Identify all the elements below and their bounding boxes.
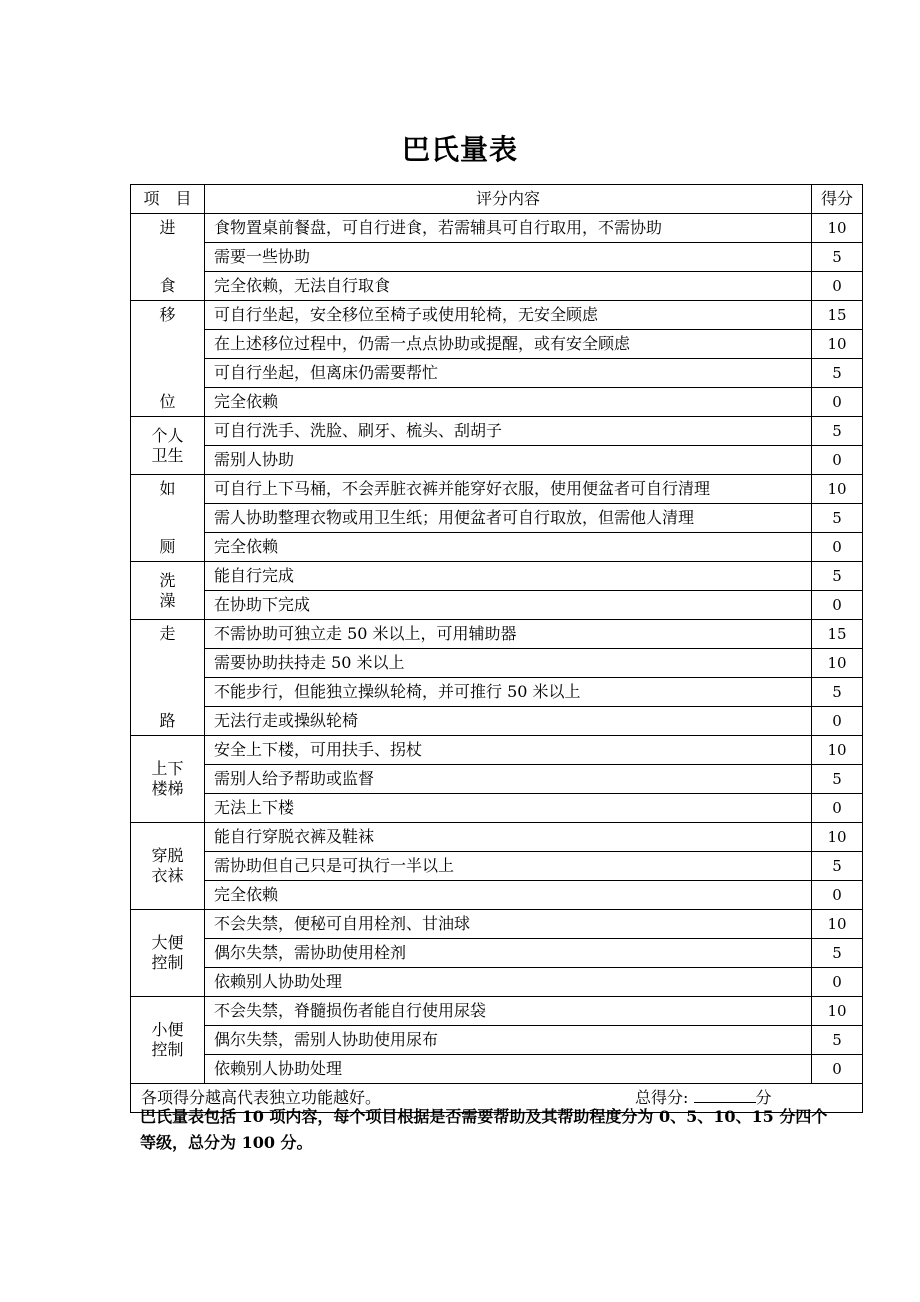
score-value: 5 — [812, 678, 863, 707]
criteria-text: 不需协助可独立走 50 米以上，可用辅助器 — [205, 620, 812, 649]
table-header-row — [131, 185, 863, 214]
criteria-text: 偶尔失禁，需别人协助使用尿布 — [205, 1026, 812, 1055]
item-cell — [131, 475, 205, 562]
item-label: 大便 — [151, 933, 184, 952]
score-value: 5 — [812, 852, 863, 881]
criteria-text: 依赖别人协助处理 — [205, 968, 812, 997]
criteria-text: 需别人给予帮助或监督 — [205, 765, 812, 794]
item-cell — [131, 736, 205, 823]
score-value: 5 — [812, 243, 863, 272]
criteria-text: 偶尔失禁，需协助使用栓剂 — [205, 939, 812, 968]
table-row — [131, 823, 863, 852]
score-value: 0 — [812, 968, 863, 997]
table-row — [131, 649, 863, 678]
table-body — [131, 214, 863, 1084]
table-row — [131, 736, 863, 765]
score-value: 5 — [812, 359, 863, 388]
total-score-blank[interactable] — [694, 1088, 756, 1103]
header-score: 得分 — [812, 185, 863, 214]
item-label: 移 — [159, 305, 176, 324]
criteria-text: 可自行上下马桶，不会弄脏衣裤并能穿好衣服，使用便盆者可自行清理 — [205, 475, 812, 504]
table-row — [131, 272, 863, 301]
barthel-scale-table — [130, 184, 863, 1113]
table-row — [131, 881, 863, 910]
item-label: 路 — [159, 711, 176, 730]
criteria-text: 无法行走或操纵轮椅 — [205, 707, 812, 736]
score-value: 5 — [812, 765, 863, 794]
item-label: 如 — [159, 479, 176, 498]
score-value: 10 — [812, 649, 863, 678]
criteria-text: 需协助但自己只是可执行一半以上 — [205, 852, 812, 881]
item-cell — [131, 823, 205, 910]
score-value: 5 — [812, 1026, 863, 1055]
criteria-text: 依赖别人协助处理 — [205, 1055, 812, 1084]
item-cell — [131, 620, 205, 736]
item-label: 进 — [159, 218, 176, 237]
table-row — [131, 620, 863, 649]
table-row — [131, 678, 863, 707]
criteria-text: 可自行坐起，安全移位至椅子或使用轮椅，无安全顾虑 — [205, 301, 812, 330]
item-label: 控制 — [151, 953, 184, 972]
score-value: 10 — [812, 330, 863, 359]
item-label: 控制 — [151, 1040, 184, 1059]
criteria-text: 不会失禁，脊髓损伤者能自行使用尿袋 — [205, 997, 812, 1026]
header-item: 项 目 — [131, 185, 205, 214]
table-row — [131, 330, 863, 359]
table-row — [131, 765, 863, 794]
score-value: 5 — [812, 939, 863, 968]
item-label: 个人 — [151, 425, 184, 445]
item-label: 楼梯 — [151, 779, 184, 798]
table-row — [131, 243, 863, 272]
score-value: 0 — [812, 272, 863, 301]
score-value: 0 — [812, 446, 863, 475]
score-value: 0 — [812, 1055, 863, 1084]
table-row — [131, 707, 863, 736]
criteria-text: 需要协助扶持走 50 米以上 — [205, 649, 812, 678]
item-cell — [131, 214, 205, 301]
item-label: 上下 — [151, 759, 184, 778]
table-row — [131, 1055, 863, 1084]
score-value: 10 — [812, 475, 863, 504]
table-row — [131, 359, 863, 388]
score-value: 10 — [812, 910, 863, 939]
table-row — [131, 910, 863, 939]
criteria-text: 能自行完成 — [205, 562, 812, 591]
item-label: 位 — [159, 392, 176, 411]
page-title: 巴氏量表 — [401, 133, 518, 166]
total-score-unit: 分 — [755, 1088, 772, 1107]
score-value: 0 — [812, 591, 863, 620]
score-value: 10 — [812, 214, 863, 243]
footnote: 巴氏量表包括 10 项内容，每个项目根据是否需要帮助及其帮助程度分为 0、5、10、15 分四个等级，总分为 100 分。 — [140, 1107, 828, 1152]
item-label: 小便 — [151, 1020, 184, 1039]
criteria-text: 可自行坐起，但离床仍需要帮忙 — [205, 359, 812, 388]
table-row — [131, 388, 863, 417]
score-value: 10 — [812, 823, 863, 852]
score-value: 10 — [812, 997, 863, 1026]
criteria-text: 在上述移位过程中，仍需一点点协助或提醒，或有安全顾虑 — [205, 330, 812, 359]
table-row — [131, 214, 863, 243]
score-value: 0 — [812, 388, 863, 417]
score-value: 0 — [812, 794, 863, 823]
item-cell — [131, 910, 205, 997]
footer-remark: 各项得分越高代表独立功能越好。 — [141, 1088, 382, 1107]
item-label: 衣袜 — [151, 866, 184, 885]
item-label: 厕 — [159, 537, 176, 556]
table-row — [131, 1026, 863, 1055]
item-label: 食 — [159, 276, 176, 295]
table-row — [131, 562, 863, 591]
table-row — [131, 794, 863, 823]
criteria-text: 需要一些协助 — [205, 243, 812, 272]
score-value: 15 — [812, 301, 863, 330]
score-value: 0 — [812, 707, 863, 736]
score-value: 5 — [812, 504, 863, 533]
table-row — [131, 968, 863, 997]
criteria-text: 在协助下完成 — [205, 591, 812, 620]
table-row — [131, 504, 863, 533]
score-value: 15 — [812, 620, 863, 649]
table-row — [131, 591, 863, 620]
criteria-text: 需别人协助 — [205, 446, 812, 475]
table-row — [131, 446, 863, 475]
criteria-text: 完全依赖，无法自行取食 — [205, 272, 812, 301]
criteria-text: 安全上下楼，可用扶手、拐杖 — [205, 736, 812, 765]
criteria-text: 不会失禁，便秘可自用栓剂、甘油球 — [205, 910, 812, 939]
table-row — [131, 852, 863, 881]
table-row — [131, 533, 863, 562]
criteria-text: 不能步行，但能独立操纵轮椅，并可推行 50 米以上 — [205, 678, 812, 707]
criteria-text: 完全依赖 — [205, 533, 812, 562]
item-label: 穿脱 — [151, 846, 184, 865]
criteria-text: 能自行穿脱衣裤及鞋袜 — [205, 823, 812, 852]
item-label: 走 — [159, 624, 176, 643]
criteria-text: 可自行洗手、洗脸、刷牙、梳头、刮胡子 — [205, 417, 812, 446]
item-label: 澡 — [159, 590, 176, 610]
score-value: 0 — [812, 881, 863, 910]
header-content: 评分内容 — [205, 185, 812, 214]
table-row — [131, 301, 863, 330]
score-value: 0 — [812, 533, 863, 562]
score-value: 5 — [812, 417, 863, 446]
table-row — [131, 475, 863, 504]
item-cell — [131, 997, 205, 1084]
criteria-text: 无法上下楼 — [205, 794, 812, 823]
item-label: 卫生 — [151, 445, 184, 465]
item-label: 洗 — [159, 570, 176, 590]
criteria-text: 完全依赖 — [205, 388, 812, 417]
table-row — [131, 939, 863, 968]
table-row — [131, 417, 863, 446]
criteria-text: 完全依赖 — [205, 881, 812, 910]
item-cell — [131, 301, 205, 417]
criteria-text: 需人协助整理衣物或用卫生纸；用便盆者可自行取放，但需他人清理 — [205, 504, 812, 533]
total-score-label: 总得分: — [635, 1088, 689, 1107]
item-cell — [131, 417, 205, 475]
score-value: 10 — [812, 736, 863, 765]
table-row — [131, 997, 863, 1026]
criteria-text: 食物置桌前餐盘，可自行进食，若需辅具可自行取用，不需协助 — [205, 214, 812, 243]
item-cell — [131, 562, 205, 620]
score-value: 5 — [812, 562, 863, 591]
